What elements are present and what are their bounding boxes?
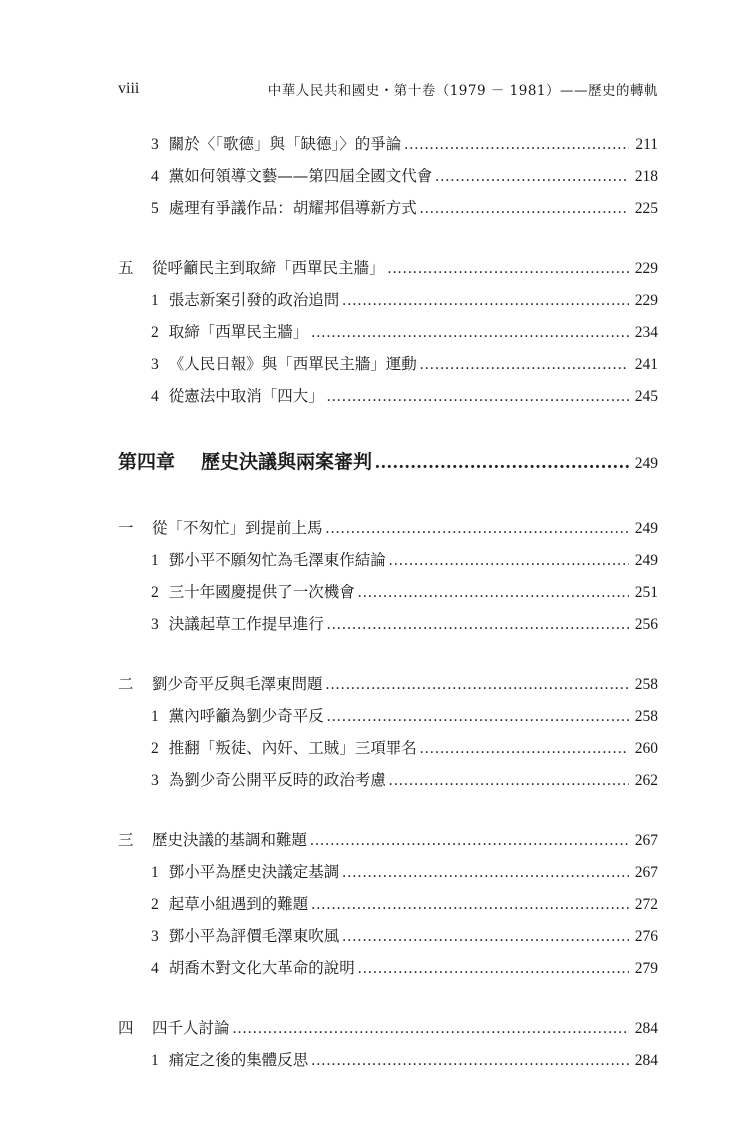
toc-section-entry[interactable]: 一 從「不匆忙」到提前上馬 ..... 249 [118,512,658,544]
toc-subsection-entry[interactable]: 4 黨如何領導文藝——第四屆全國文代會 ..... 218 [118,160,658,192]
toc-subsection-entry[interactable]: 4 從憲法中取消「四大」 ..... 245 [118,380,658,412]
dot-leader [342,921,629,953]
dot-leader [310,825,629,857]
dot-leader [326,669,629,701]
page-ref: 245 [634,388,658,405]
toc-section-entry[interactable]: 二 劉少奇平反與毛澤東問題 ..... 258 [118,668,658,700]
dot-leader [327,381,629,413]
page-ref: 234 [634,324,658,341]
page-ref: 258 [634,708,658,725]
dot-leader [404,129,629,161]
page-ref: 249 [634,455,658,472]
dot-leader [327,609,629,641]
dot-leader [420,193,629,225]
chapter-title: 歷史決議與兩案審判 [201,451,373,473]
toc-subsection-entry[interactable]: 1 鄧小平為歷史決議定基調 ..... 267 [118,856,658,888]
toc-subsection-entry[interactable]: 3 為劉少奇公開平反時的政治考慮 ..... 262 [118,764,658,796]
toc-chapter-entry[interactable] [118,444,658,480]
page-ref: 284 [634,1020,658,1037]
toc-section-entry[interactable]: 三 歷史決議的基調和難題 ..... 267 [118,824,658,856]
toc-subsection-entry[interactable]: 1 鄧小平不願匆忙為毛澤東作結論 ..... 249 [118,544,658,576]
dot-leader [233,1013,629,1045]
toc-subsection-entry[interactable]: 4 胡喬木對文化大革命的說明 ..... 279 [118,952,658,984]
page-ref: 249 [634,552,658,569]
toc-subsection-entry[interactable]: 2 取締「西單民主牆」 ..... 234 [118,316,658,348]
dot-leader [435,161,629,193]
page-number: viii [118,80,140,97]
chapter-label: 第四章 [118,451,176,473]
toc-subsection-entry[interactable]: 2 推翻「叛徒、內奸、工賊」三項罪名 ..... 260 [118,732,658,764]
running-header [118,78,658,100]
dot-leader [375,445,629,481]
dot-leader [389,545,629,577]
dot-leader [420,349,629,381]
dot-leader [358,577,629,609]
dot-leader [358,953,629,985]
toc-subsection-entry[interactable]: 3 《人民日報》與「西單民主牆」運動 ..... 241 [118,348,658,380]
page-ref: 229 [634,260,658,277]
toc-subsection-entry[interactable]: 3 關於〈「歌德」與「缺德」〉的爭論 ..... 211 [118,128,658,160]
toc-subsection-entry[interactable]: 5 處理有爭議作品：胡耀邦倡導新方式 ..... 225 [118,192,658,224]
dot-leader [342,857,629,889]
toc-subsection-entry[interactable]: 1 黨內呼籲為劉少奇平反 ..... 258 [118,700,658,732]
toc-section-entry[interactable]: 五 從呼籲民主到取締「西單民主牆」 ..... 229 [118,252,658,284]
page-ref: 256 [634,616,658,633]
page-ref: 241 [634,356,658,373]
page-ref: 262 [634,772,658,789]
dot-leader [311,1045,629,1077]
dot-leader [420,733,629,765]
toc-subsection-entry[interactable]: 3 鄧小平為評價毛澤東吹風 ..... 276 [118,920,658,952]
page-ref: 229 [634,292,658,309]
page-ref: 279 [634,960,658,977]
toc-subsection-entry[interactable]: 1 張志新案引發的政治追問 ..... 229 [118,284,658,316]
page-ref: 211 [635,136,658,153]
page-ref: 276 [634,928,658,945]
toc-subsection-entry[interactable]: 3 決議起草工作提早進行 ..... 256 [118,608,658,640]
page-ref: 249 [634,520,658,537]
toc-subsection-entry[interactable]: 1 痛定之後的集體反思 ..... 284 [118,1044,658,1076]
toc-section-entry[interactable]: 四 四千人討論 ..... 284 [118,1012,658,1044]
page-ref: 284 [634,1052,658,1069]
page-ref: 225 [634,200,658,217]
page-ref: 218 [634,168,658,185]
dot-leader [311,889,629,921]
page-ref: 272 [634,896,658,913]
running-title: 中華人民共和國史・第十卷（1979 － 1981）——歷史的轉軌 [267,83,658,99]
toc-subsection-entry[interactable]: 2 起草小組遇到的難題 ..... 272 [118,888,658,920]
dot-leader [389,765,629,797]
dot-leader [326,513,629,545]
page-ref: 251 [634,584,658,601]
dot-leader [342,285,629,317]
page-ref: 260 [634,740,658,757]
table-of-contents [118,128,658,1076]
page-ref: 258 [634,676,658,693]
page-ref: 267 [634,864,658,881]
dot-leader [311,317,629,349]
page-ref: 267 [634,832,658,849]
toc-subsection-entry[interactable]: 2 三十年國慶提供了一次機會 ..... 251 [118,576,658,608]
dot-leader [327,701,629,733]
dot-leader [388,253,629,285]
